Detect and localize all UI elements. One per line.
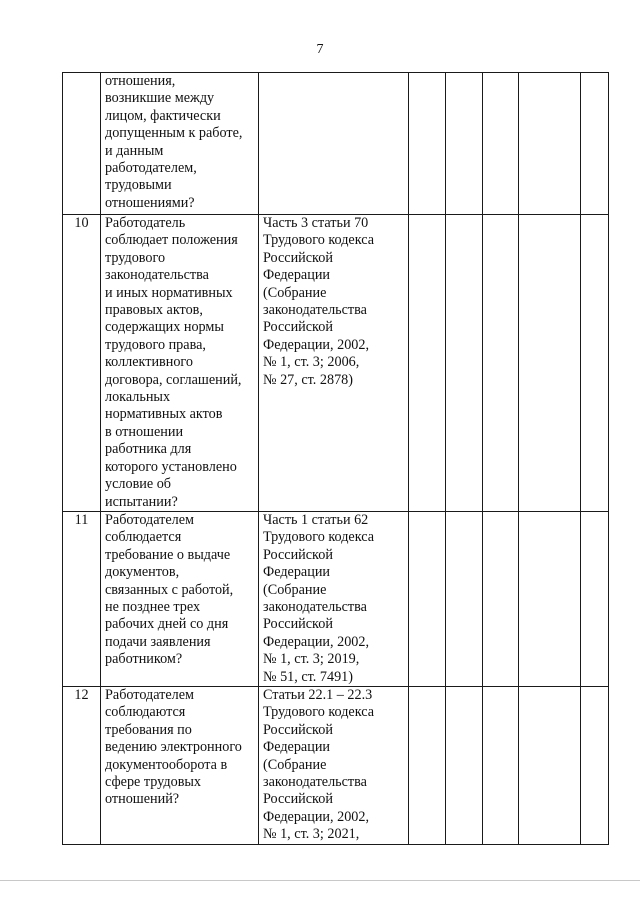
checklist-table (62, 72, 609, 845)
reference-line: Федерации, 2002, (263, 336, 370, 353)
reference-line: Российской (263, 721, 333, 738)
question-line: документооборота в (105, 756, 228, 773)
reference-line: № 51, ст. 7491) (263, 668, 353, 685)
answer-cell (519, 511, 581, 686)
checklist-body (63, 73, 609, 845)
answer-cell (483, 511, 519, 686)
reference-line: Федерации (263, 267, 331, 284)
reference-line: Федерации (263, 564, 331, 581)
answer-cell (446, 215, 483, 512)
question-line: локальных (105, 389, 171, 406)
answer-cell (446, 73, 483, 215)
row-number-cell: 12 (63, 686, 101, 844)
answer-cell (581, 686, 609, 844)
reference-line: законодательства (263, 302, 367, 319)
page-bottom-rule (0, 880, 640, 881)
question-cell (101, 511, 259, 686)
question-line: требования по (105, 721, 192, 738)
row-number-cell (63, 73, 101, 215)
answer-cell (409, 511, 446, 686)
reference-line: Трудового кодекса (263, 232, 375, 249)
answer-cell (483, 215, 519, 512)
table-row (63, 511, 609, 686)
row-number-cell: 10 (63, 215, 101, 512)
reference-line: Российской (263, 616, 333, 633)
legal-reference-cell (259, 511, 409, 686)
reference-line: законодательства (263, 774, 367, 790)
question-cell (101, 215, 259, 512)
question-line: отношениями? (105, 194, 195, 211)
reference-line: Федерации, 2002, (263, 808, 370, 825)
answer-cell (446, 686, 483, 844)
table-row (63, 73, 609, 215)
question-line: договора, соглашений, (105, 371, 242, 388)
answer-cell (409, 73, 446, 215)
reference-line: Российской (263, 249, 333, 266)
question-line: правовых актов, (105, 302, 203, 319)
question-line: нормативных актов (105, 406, 223, 423)
checklist-table-wrapper (62, 72, 609, 845)
answer-cell (581, 73, 609, 215)
legal-reference-cell (259, 686, 409, 844)
question-line: Работодатель (105, 215, 186, 231)
page-number: 7 (316, 42, 324, 57)
question-line: возникшие между (105, 90, 215, 107)
reference-line: (Собрание (263, 756, 327, 773)
answer-cell (409, 686, 446, 844)
question-line: трудового (105, 249, 166, 266)
reference-line: Часть 1 статьи 62 (263, 511, 369, 528)
question-line: трудовыми (105, 177, 172, 194)
question-line: соблюдает положения (105, 232, 238, 249)
question-line: допущенным к работе, (105, 125, 243, 142)
table-row (63, 686, 609, 844)
table-row (63, 215, 609, 512)
reference-line: № 27, ст. 2878) (263, 371, 353, 388)
reference-line: Статьи 22.1 – 22.3 (263, 686, 373, 703)
question-line: ведению электронного (105, 739, 242, 756)
question-line: которого установлено (105, 458, 237, 475)
question-line: документов, (105, 564, 180, 581)
answer-cell (446, 511, 483, 686)
reference-line: № 1, ст. 3; 2019, (263, 651, 360, 668)
question-line: соблюдается (105, 529, 182, 546)
answer-cell (581, 511, 609, 686)
question-line: и иных нормативных (105, 284, 233, 301)
question-line: испытании? (105, 493, 178, 510)
question-line: трудового права, (105, 336, 206, 353)
reference-line: № 1, ст. 3; 2006, (263, 354, 360, 371)
question-line: требование о выдаче (105, 546, 231, 563)
reference-line: № 1, ст. 3; 2021, (263, 826, 360, 843)
reference-line: Федерации (263, 739, 331, 756)
answer-cell (409, 215, 446, 512)
question-line: условие об (105, 476, 172, 493)
answer-cell (519, 686, 581, 844)
question-line: соблюдаются (105, 704, 186, 721)
reference-line: (Собрание (263, 581, 327, 598)
question-line: отношений? (105, 791, 180, 808)
question-line: рабочих дней со дня (105, 616, 229, 633)
reference-line: Российской (263, 791, 333, 808)
question-line: работником? (105, 651, 183, 668)
question-line: в отношении (105, 423, 184, 440)
reference-line: Часть 3 статьи 70 (263, 215, 369, 231)
question-line: сфере трудовых (105, 774, 202, 790)
reference-line: Трудового кодекса (263, 529, 375, 546)
legal-reference-cell (259, 73, 409, 215)
question-line: и данным (105, 142, 164, 159)
answer-cell (581, 215, 609, 512)
question-line: не позднее трех (105, 598, 201, 615)
question-line: законодательства (105, 267, 209, 284)
question-cell (101, 686, 259, 844)
question-line: связанных с работой, (105, 581, 234, 598)
question-line: лицом, фактически (105, 107, 221, 124)
reference-line: Российской (263, 546, 333, 563)
question-line: работодателем, (105, 160, 197, 177)
reference-line: Федерации, 2002, (263, 633, 370, 650)
question-line: Работодателем (105, 686, 195, 703)
legal-reference-cell (259, 215, 409, 512)
reference-line: (Собрание (263, 284, 327, 301)
question-line: подачи заявления (105, 633, 211, 650)
question-line: отношения, (105, 73, 176, 89)
reference-line: Трудового кодекса (263, 704, 375, 721)
question-line: коллективного (105, 354, 193, 371)
row-number-cell: 11 (63, 511, 101, 686)
answer-cell (483, 73, 519, 215)
question-line: Работодателем (105, 511, 195, 528)
question-cell (101, 73, 259, 215)
question-line: содержащих нормы (105, 319, 224, 336)
reference-line: Российской (263, 319, 333, 336)
answer-cell (483, 686, 519, 844)
question-line: работника для (105, 441, 192, 458)
answer-cell (519, 73, 581, 215)
answer-cell (519, 215, 581, 512)
reference-line: законодательства (263, 598, 367, 615)
